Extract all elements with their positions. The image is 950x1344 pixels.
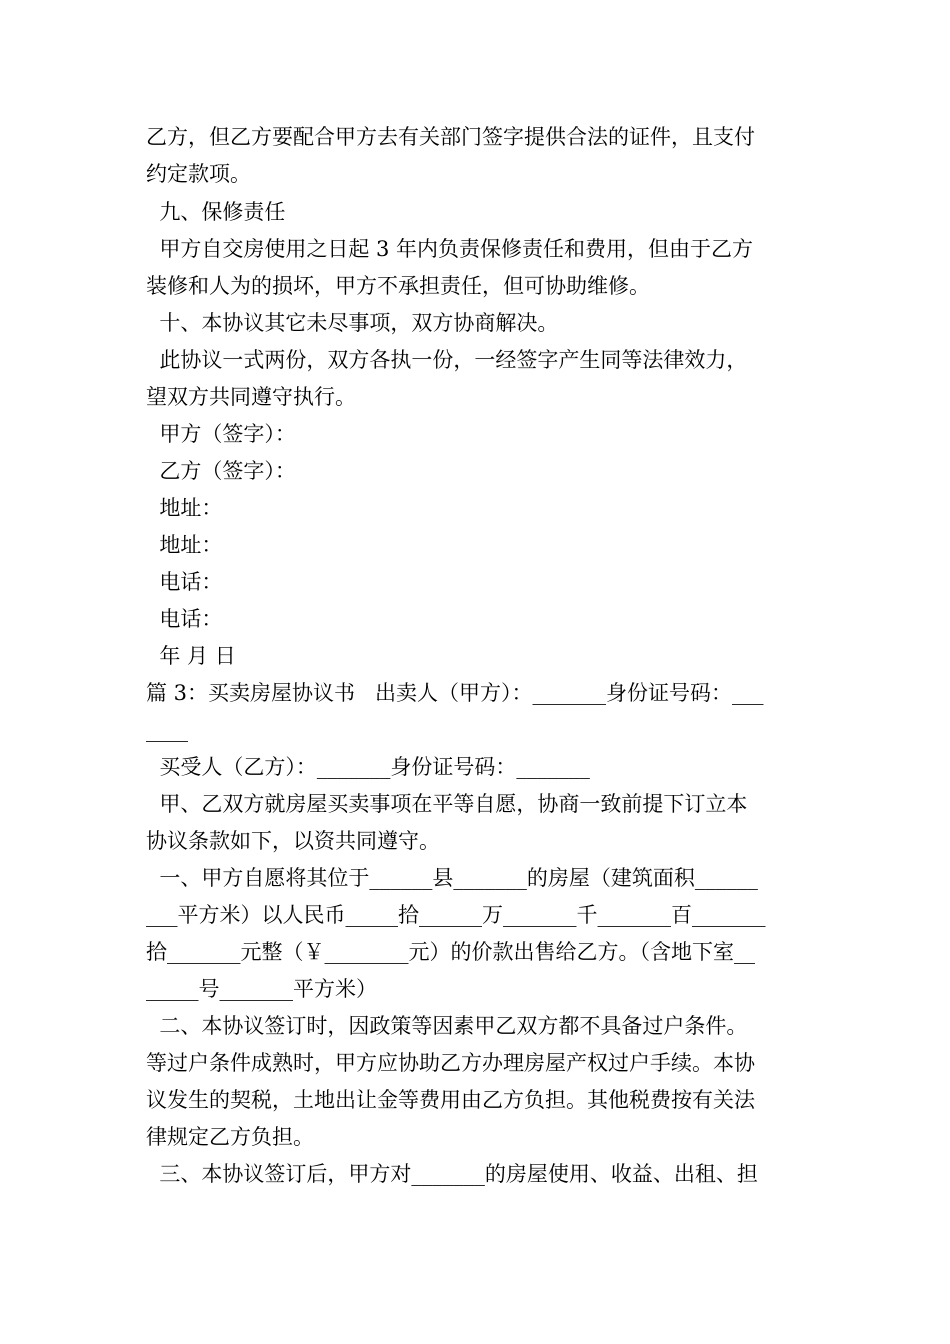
date-line: 年 月 日: [146, 644, 236, 668]
signature-line-party-a: 甲方（签字）：: [146, 422, 296, 446]
text-line: 买受人（乙方）：_______身份证号码：_______: [146, 755, 590, 779]
address-line: 地址：: [146, 533, 223, 557]
text-line: 约定款项。: [146, 162, 251, 186]
section-heading: 十、本协议其它未尽事项，双方协商解决。: [146, 311, 559, 335]
text-line: ___平方米）以人民币_____拾______万_______千_______百_______: [146, 903, 766, 927]
signature-line-party-b: 乙方（签字）：: [146, 459, 296, 483]
text-line: 此协议一式两份，双方各执一份，一经签字产生同等法律效力，: [146, 348, 748, 372]
text-line: 拾_______元整（￥________元）的价款出售给乙方。（含地下室__: [146, 940, 755, 964]
text-line: 二、本协议签订时，因政策等因素甲乙双方都不具备过户条件。: [146, 1014, 748, 1038]
address-line: 地址：: [146, 496, 223, 520]
text-line: 乙方，但乙方要配合甲方去有关部门签字提供合法的证件，且支付: [146, 125, 755, 149]
section-heading: 九、保修责任: [146, 200, 286, 224]
phone-line: 电话：: [146, 607, 223, 631]
text-line: 装修和人为的损坏，甲方不承担责任，但可协助维修。: [146, 274, 650, 298]
text-line: 甲、乙双方就房屋买卖事项在平等自愿，协商一致前提下订立本: [146, 792, 748, 816]
text-line: 协议条款如下，以资共同遵守。: [146, 829, 440, 853]
text-line: _____号_______平方米）: [146, 977, 377, 1001]
text-line: 甲方自交房使用之日起 3 年内负责保修责任和费用，但由于乙方: [146, 237, 754, 261]
text-line: ____: [146, 718, 188, 742]
text-line: 一、甲方自愿将其位于______县_______的房屋（建筑面积______: [146, 866, 758, 890]
text-line: 三、本协议签订后，甲方对_______的房屋使用、收益、出租、担: [146, 1162, 758, 1186]
text-line: 等过户条件成熟时，甲方应协助乙方办理房屋产权过户手续。本协: [146, 1051, 755, 1075]
text-line: 律规定乙方负担。: [146, 1125, 314, 1149]
phone-line: 电话：: [146, 570, 223, 594]
text-line: 议发生的契税，土地出让金等费用由乙方负担。其他税费按有关法: [146, 1088, 755, 1112]
text-line: 望双方共同遵守执行。: [146, 385, 356, 409]
article-title-line: 篇 3：买卖房屋协议书 出卖人（甲方）：_______身份证号码：___: [146, 681, 764, 705]
